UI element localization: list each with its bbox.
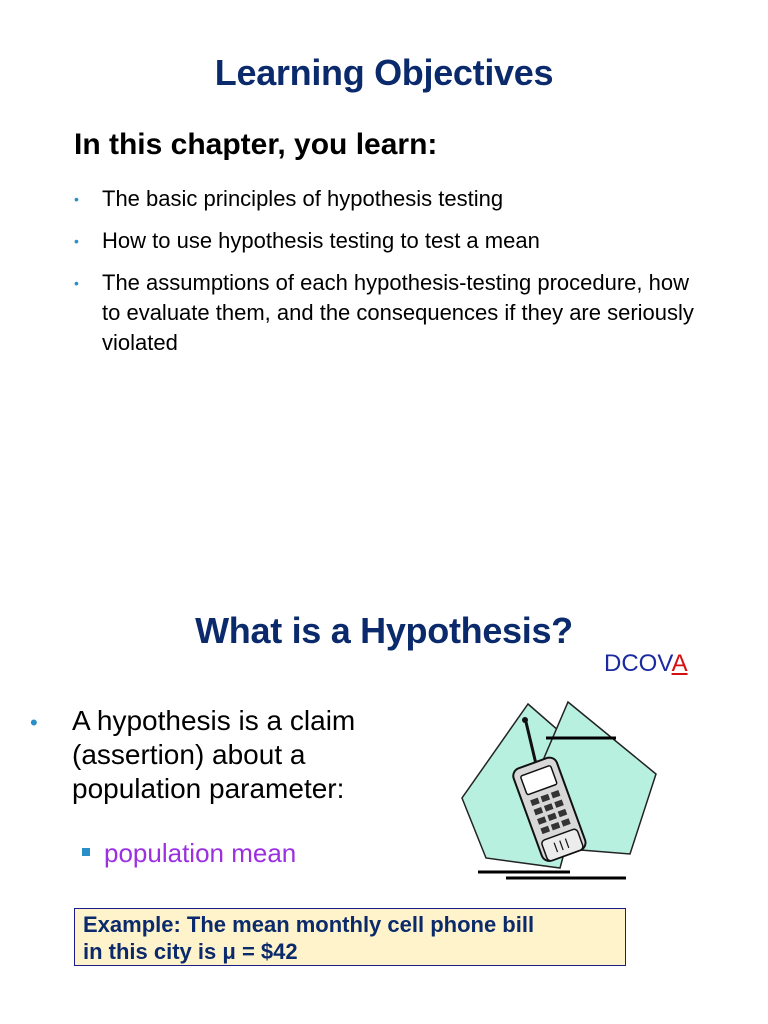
example-line-1: Example: The mean monthly cell phone bill <box>83 912 535 937</box>
list-item <box>74 268 694 358</box>
cell-phone-icon <box>460 698 660 898</box>
hypothesis-definition: A hypothesis is a claim (assertion) about a population parameter: <box>72 705 356 804</box>
sub-bullet <box>82 838 296 869</box>
square-bullet-icon <box>82 848 90 856</box>
bullet-icon: • <box>74 275 79 291</box>
list-item-text: The basic principles of hypothesis testing <box>102 186 504 211</box>
list-item <box>74 226 694 256</box>
dcova-highlight: A <box>671 650 688 677</box>
list-item-text: The assumptions of each hypothesis-testing procedure, how to evaluate them, and the consequences if they are seriously violated <box>102 270 694 355</box>
list-item-text: How to use hypothesis testing to test a mean <box>102 228 540 253</box>
example-callout <box>74 908 626 966</box>
dcova-prefix: DCOV <box>604 650 672 677</box>
slide-title: Learning Objectives <box>214 52 554 93</box>
bullet-icon: • <box>74 233 79 249</box>
list-item <box>74 184 694 214</box>
bullet-icon: • <box>30 710 38 735</box>
slide-title: What is a Hypothesis? <box>195 610 573 651</box>
sub-bullet-text: population mean <box>104 838 297 868</box>
slide-what-is-hypothesis <box>0 512 768 1024</box>
example-line-2: in this city is μ = $42 <box>83 939 298 964</box>
bullet-icon: • <box>74 191 79 207</box>
objectives-list <box>74 184 694 370</box>
slide-subheading: In this chapter, you learn: <box>74 128 438 161</box>
dcova-tag <box>604 650 688 678</box>
